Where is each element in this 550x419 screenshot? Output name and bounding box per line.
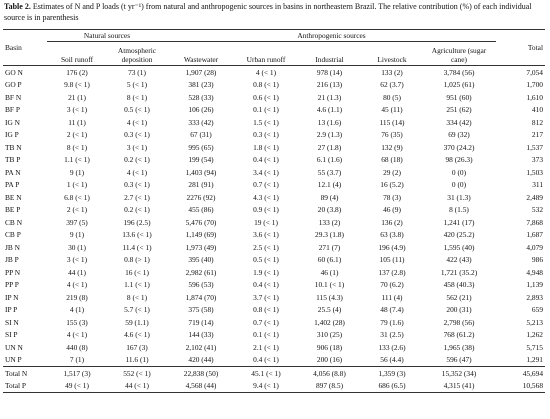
table-cell: 31 (1.3)	[447, 192, 471, 202]
table-row	[3, 129, 545, 142]
table-cell: 1,874 (70)	[185, 292, 217, 302]
table-cell: 310 (25)	[316, 330, 343, 340]
table-cell: 2,893	[526, 292, 544, 302]
table-caption	[4, 1, 544, 23]
row-label-cell: Total N	[3, 367, 47, 380]
row-label-cell: BE N	[5, 192, 22, 202]
table-cell: 370 (24.2)	[443, 142, 475, 152]
table-cell: 2,102 (41)	[185, 342, 217, 352]
table-cell: 5.7 (< 1)	[124, 305, 150, 315]
table-cell: 0.1 (< 1)	[253, 330, 279, 340]
table-cell: 196 (4.9)	[378, 242, 406, 252]
table-cell: 29.3 (1.8)	[315, 230, 344, 240]
table-cell: 10,568	[496, 380, 545, 393]
row-label-cell: SI P	[5, 330, 18, 340]
table-cell: 552 (< 1)	[107, 367, 167, 380]
table-cell: 1,291	[526, 355, 544, 365]
table-cell: 1,139	[526, 280, 544, 290]
table-cell: 4,315 (41)	[422, 380, 496, 393]
table-cell: 0.2 (< 1)	[124, 155, 150, 165]
table-cell: 420 (44)	[188, 355, 214, 365]
table-cell: 13.6 (< 1)	[122, 230, 152, 240]
table-cell: 59 (1.1)	[125, 317, 149, 327]
table-cell: 281 (91)	[188, 180, 214, 190]
table-cell: 0.8 (> 1)	[124, 255, 150, 265]
table-cell: 0.1 (< 1)	[253, 105, 279, 115]
table-cell: 7,054	[526, 67, 544, 77]
table-cell: 144 (33)	[188, 330, 214, 340]
table-cell: 0.8 (< 1)	[253, 80, 279, 90]
table-cell: 4,079	[526, 242, 544, 252]
table-cell: 219 (8)	[66, 292, 88, 302]
table-cell: 3.4 (< 1)	[253, 167, 279, 177]
table-cell: 25.5 (4)	[317, 305, 342, 315]
row-label-cell: PP N	[5, 267, 21, 277]
row-label-cell: PP P	[5, 280, 19, 290]
table-cell: 0.3 (< 1)	[253, 130, 279, 140]
table-cell: 1,503	[526, 167, 544, 177]
table-cell: 311	[532, 180, 544, 190]
table-cell: 200 (31)	[446, 305, 472, 315]
row-label-cell: Total P	[3, 380, 47, 393]
table-cell: 63 (3.8)	[380, 230, 404, 240]
table-cell: 98 (26.3)	[445, 155, 473, 165]
table-cell: 4 (< 1)	[66, 280, 88, 290]
table-cell: 13 (1.6)	[317, 117, 342, 127]
table-cell: 200 (16)	[316, 355, 343, 365]
table-cell: 0.5 (< 1)	[253, 255, 279, 265]
table-cell: 105 (11)	[379, 255, 405, 265]
table-cell: 4 (< 1)	[66, 330, 88, 340]
table-cell: 0 (0)	[451, 180, 467, 190]
table-cell: 48 (7.4)	[380, 305, 404, 315]
table-cell: 2.1 (< 1)	[253, 342, 279, 352]
table-cell: 137 (2.8)	[378, 267, 406, 277]
table-cell: 5 (< 1)	[126, 80, 148, 90]
table-cell: 80 (5)	[383, 92, 401, 102]
table-cell: 1,537	[526, 142, 544, 152]
row-label-cell: JB N	[5, 242, 20, 252]
header-soil-runoff: Soil runoff	[60, 55, 94, 64]
header-agriculture: Agriculture (sugar cane)	[431, 46, 487, 64]
table-cell: 10.1 (< 1)	[314, 280, 345, 290]
row-label-cell: SI N	[5, 317, 19, 327]
table-cell: 0.7 (< 1)	[253, 317, 279, 327]
table-cell: 79 (1.6)	[380, 317, 404, 327]
table-cell: 1,700	[526, 80, 544, 90]
table-cell: 1,149 (69)	[185, 230, 217, 240]
table-row	[3, 191, 545, 204]
table-cell: 2,489	[526, 192, 544, 202]
table-row	[3, 316, 545, 329]
table-cell: 373	[531, 155, 544, 165]
table-cell: 1.9 (< 1)	[253, 267, 279, 277]
table-cell: 7,868	[526, 217, 544, 227]
table-cell: 1,687	[526, 230, 544, 240]
table-cell: 532	[531, 205, 544, 215]
table-cell: 5,213	[526, 317, 544, 327]
table-cell: 0.3 (< 1)	[124, 180, 150, 190]
table-cell: 9.8 (< 1)	[64, 80, 90, 90]
table-cell: 7 (1)	[69, 355, 85, 365]
table-row	[3, 266, 545, 279]
header-industrial: Industrial	[315, 55, 344, 64]
table-cell: 395 (40)	[188, 255, 214, 265]
table-caption-label: Table 2.	[4, 2, 31, 11]
table-cell: 4,948	[526, 267, 544, 277]
header-urban-runoff: Urban runoff	[246, 55, 286, 64]
table-cell: 3.6 (< 1)	[253, 230, 279, 240]
table-row	[3, 79, 545, 92]
table-row	[3, 241, 545, 254]
table-cell: 0.5 (< 1)	[124, 105, 150, 115]
table-cell: 46 (9)	[383, 205, 401, 215]
header-natural-sources: Natural sources	[47, 30, 167, 42]
table-row	[3, 179, 545, 192]
row-label-cell: BF P	[5, 105, 20, 115]
table-cell: 8 (< 1)	[126, 92, 148, 102]
table-cell: 768 (61.2)	[443, 330, 475, 340]
table-cell: 4,056 (8.8)	[297, 367, 362, 380]
table-row	[3, 329, 545, 342]
table-cell: 21 (1)	[68, 92, 86, 102]
table-cell: 8 (< 1)	[126, 292, 148, 302]
table-cell: 1,973 (49)	[185, 242, 217, 252]
table-cell: 410	[531, 105, 544, 115]
table-cell: 1,517 (3)	[47, 367, 107, 380]
table-row	[3, 254, 545, 267]
table-cell: 2.5 (< 1)	[253, 242, 279, 252]
table-cell: 89 (4)	[320, 192, 339, 202]
table-row	[3, 216, 545, 229]
table-cell: 1,403 (94)	[185, 167, 217, 177]
table-cell: 4.6 (< 1)	[124, 330, 150, 340]
table-cell: 68 (18)	[381, 155, 403, 165]
table-cell: 133 (2)	[318, 217, 341, 227]
table-cell: 1.8 (< 1)	[253, 142, 279, 152]
header-anthropogenic-sources: Anthropogenic sources	[167, 30, 496, 42]
table-row	[3, 304, 545, 317]
table-row	[3, 341, 545, 354]
table-cell: 1,359 (3)	[362, 367, 422, 380]
table-cell: 2 (< 1)	[66, 130, 88, 140]
table-cell: 334 (42)	[446, 117, 472, 127]
row-label-cell: IP P	[5, 305, 18, 315]
table-cell: 0.4 (< 1)	[253, 280, 279, 290]
table-cell: 6.8 (< 1)	[64, 192, 90, 202]
table-cell: 596 (47)	[446, 355, 472, 365]
table-cell: 3 (< 1)	[66, 255, 88, 265]
table-cell: 3 (< 1)	[66, 105, 88, 115]
table-cell: 528 (33)	[188, 92, 214, 102]
table-cell: 176 (2)	[66, 67, 88, 77]
table-cell: 0.2 (< 1)	[124, 205, 150, 215]
table-cell: 29 (2)	[383, 167, 401, 177]
table-cell: 2.7 (< 1)	[124, 192, 150, 202]
table-cell: 22,838 (50)	[167, 367, 235, 380]
header-basin: Basin	[3, 30, 47, 66]
table-cell: 106 (26)	[188, 105, 214, 115]
table-cell: 155 (3)	[66, 317, 88, 327]
table-row	[3, 166, 545, 179]
table-cell: 659	[531, 305, 544, 315]
row-label-cell: UN N	[5, 342, 23, 352]
table-cell: 333 (42)	[188, 117, 214, 127]
table-cell: 16 (< 1)	[125, 267, 149, 277]
table-cell: 1,402 (28)	[314, 317, 345, 327]
table-cell: 986	[531, 255, 544, 265]
table-cell: 1,595 (40)	[443, 242, 475, 252]
row-label-cell: UN P	[5, 355, 22, 365]
table-cell: 0.4 (< 1)	[253, 155, 279, 165]
row-label-cell: IG N	[5, 117, 20, 127]
table-cell: 136 (2)	[381, 217, 403, 227]
table-cell: 897 (8.5)	[297, 380, 362, 393]
table-row	[3, 141, 545, 154]
table-row	[3, 66, 545, 79]
table-cell: 2,982 (61)	[185, 267, 217, 277]
table-cell: 0.8 (< 1)	[253, 305, 279, 315]
table-row	[3, 104, 545, 117]
table-cell: 49 (< 1)	[47, 380, 107, 393]
table-cell: 3.7 (< 1)	[253, 292, 279, 302]
table-cell: 70 (6.2)	[380, 280, 404, 290]
row-label-cell: TB P	[5, 155, 21, 165]
table-cell: 16 (5.2)	[380, 180, 404, 190]
table-cell: 271 (7)	[318, 242, 341, 252]
row-label-cell: PA P	[5, 180, 20, 190]
table-cell: 11.6 (1)	[125, 355, 149, 365]
table-cell: 45 (11)	[381, 105, 403, 115]
table-cell: 1,610	[526, 92, 544, 102]
table-cell: 9.4 (< 1)	[235, 380, 297, 393]
table-cell: 12.1 (4)	[317, 180, 342, 190]
table-cell: 45.1 (< 1)	[235, 367, 297, 380]
table-cell: 1.1 (< 1)	[64, 155, 90, 165]
table-cell: 562 (21)	[446, 292, 472, 302]
table-cell: 0 (0)	[451, 167, 467, 177]
table-cell: 115 (14)	[379, 117, 405, 127]
table-cell: 9 (1)	[69, 230, 85, 240]
table-cell: 0.7 (< 1)	[253, 180, 279, 190]
table-cell: 4 (< 1)	[255, 67, 277, 77]
table-cell: 46 (1)	[320, 267, 339, 277]
header-wastewater: Wastewater	[183, 55, 219, 64]
row-label-cell: GO P	[5, 80, 22, 90]
table-cell: 995 (65)	[188, 142, 214, 152]
table-cell: 455 (86)	[188, 205, 214, 215]
table-cell: 67 (31)	[190, 130, 212, 140]
table-cell: 397 (5)	[66, 217, 88, 227]
table-cell: 1,241 (17)	[443, 217, 475, 227]
table-cell: 45,694	[496, 367, 545, 380]
table-cell: 1.1 (< 1)	[124, 280, 150, 290]
table-cell: 19 (< 1)	[254, 217, 278, 227]
table-cell: 4.6 (1.1)	[316, 105, 343, 115]
table-cell: 20 (3.8)	[317, 205, 342, 215]
table-cell: 196 (2.5)	[123, 217, 151, 227]
table-cell: 0.9 (< 1)	[253, 205, 279, 215]
table-cell: 21 (1.3)	[317, 92, 342, 102]
table-row	[3, 116, 545, 129]
table-cell: 9 (1)	[69, 167, 85, 177]
table-cell: 133 (2)	[381, 67, 403, 77]
row-label-cell: GO N	[5, 67, 23, 77]
row-label-cell: TB N	[5, 142, 22, 152]
table-cell: 719 (14)	[188, 317, 214, 327]
row-label-cell: CB P	[5, 230, 21, 240]
table-row	[3, 154, 545, 167]
row-label-cell: CB N	[5, 217, 23, 227]
table-cell: 1,721 (35.2)	[440, 267, 478, 277]
table-cell: 1 (< 1)	[66, 180, 88, 190]
table-cell: 4 (1)	[69, 305, 85, 315]
table-cell: 11.4 (< 1)	[122, 242, 152, 252]
table-cell: 978 (14)	[316, 67, 343, 77]
header-total: Total	[496, 30, 545, 66]
table-caption-text: Estimates of N and P loads (t yr⁻¹) from natural and anthropogenic sources in basins in northeastern Brazil. The relative contribution (%) of each individual source is in parenthesis	[4, 2, 532, 22]
total-row	[3, 380, 545, 393]
table-cell: 115 (4.3)	[316, 292, 343, 302]
table-cell: 4 (< 1)	[126, 117, 148, 127]
header-livestock: Livestock	[377, 55, 407, 64]
table-row	[3, 91, 545, 104]
table-cell: 60 (6.1)	[317, 255, 342, 265]
table-cell: 951 (60)	[446, 92, 472, 102]
table-cell: 216 (13)	[316, 80, 343, 90]
table-cell: 73 (1)	[128, 67, 146, 77]
table-row	[3, 229, 545, 242]
table-cell: 1,965 (38)	[443, 342, 475, 352]
table-cell: 4,568 (44)	[167, 380, 235, 393]
table-cell: 62 (3.7)	[380, 80, 404, 90]
row-label-cell: BF N	[5, 92, 22, 102]
table-cell: 458 (40.3)	[443, 280, 475, 290]
table-cell: 2 (< 1)	[66, 205, 88, 215]
table-cell: 0.3 (< 1)	[124, 130, 150, 140]
table-cell: 78 (3)	[383, 192, 401, 202]
table-cell: 133 (2.6)	[378, 342, 406, 352]
table-row	[3, 354, 545, 367]
table-cell: 596 (53)	[188, 280, 214, 290]
table-cell: 2.9 (1.3)	[316, 130, 343, 140]
table-cell: 422 (43)	[446, 255, 472, 265]
table-row	[3, 291, 545, 304]
row-label-cell: PA N	[5, 167, 21, 177]
row-label-cell: IP N	[5, 292, 19, 302]
table-cell: 1,262	[526, 330, 544, 340]
table-cell: 217	[531, 130, 544, 140]
table-cell: 44 (< 1)	[107, 380, 167, 393]
table-cell: 76 (35)	[381, 130, 403, 140]
table-cell: 420 (25.2)	[443, 230, 475, 240]
table-cell: 4.3 (< 1)	[253, 192, 279, 202]
table-cell: 11 (1)	[68, 117, 86, 127]
table-cell: 199 (54)	[188, 155, 214, 165]
table-cell: 30 (1)	[68, 242, 86, 252]
row-label-cell: IG P	[5, 130, 19, 140]
table-cell: 167 (3)	[126, 342, 148, 352]
table-cell: 6.1 (1.6)	[316, 155, 343, 165]
row-label-cell: BE P	[5, 205, 21, 215]
table-cell: 56 (4.4)	[380, 355, 404, 365]
table-cell: 5,715	[526, 342, 544, 352]
table-cell: 1,025 (61)	[443, 80, 475, 90]
table-cell: 381 (23)	[188, 80, 214, 90]
table-cell: 69 (32)	[448, 130, 470, 140]
table-cell: 0.6 (< 1)	[253, 92, 279, 102]
table-cell: 132 (9)	[381, 142, 403, 152]
table-cell: 440 (8)	[66, 342, 88, 352]
row-label-cell: JB P	[5, 255, 19, 265]
table-cell: 31 (2.5)	[380, 330, 404, 340]
table-cell: 906 (18)	[316, 342, 343, 352]
table-cell: 2,798 (56)	[443, 317, 475, 327]
table-cell: 3 (< 1)	[126, 142, 148, 152]
table-cell: 812	[531, 117, 544, 127]
header-atmospheric-deposition: Atmospheric deposition	[117, 46, 157, 64]
total-row	[3, 367, 545, 380]
table-cell: 375 (58)	[188, 305, 214, 315]
nutrient-loads-table	[3, 29, 545, 393]
table-cell: 251 (62)	[446, 105, 472, 115]
table-cell: 15,352 (34)	[422, 367, 496, 380]
table-cell: 1.5 (< 1)	[253, 117, 279, 127]
table-cell: 8 (1.5)	[449, 205, 469, 215]
table-cell: 4 (< 1)	[126, 167, 148, 177]
table-row	[3, 279, 545, 292]
table-cell: 0.4 (< 1)	[253, 355, 279, 365]
table-cell: 44 (1)	[68, 267, 86, 277]
table-cell: 27 (1.8)	[317, 142, 342, 152]
table-cell: 3,784 (56)	[443, 67, 475, 77]
table-cell: 8 (< 1)	[66, 142, 88, 152]
table-cell: 55 (3.7)	[317, 167, 342, 177]
table-cell: 5,476 (70)	[185, 217, 217, 227]
table-cell: 1,907 (28)	[185, 67, 217, 77]
table-cell: 2276 (92)	[186, 192, 216, 202]
table-cell: 111 (4)	[381, 292, 403, 302]
table-cell: 686 (6.5)	[362, 380, 422, 393]
table-row	[3, 204, 545, 217]
